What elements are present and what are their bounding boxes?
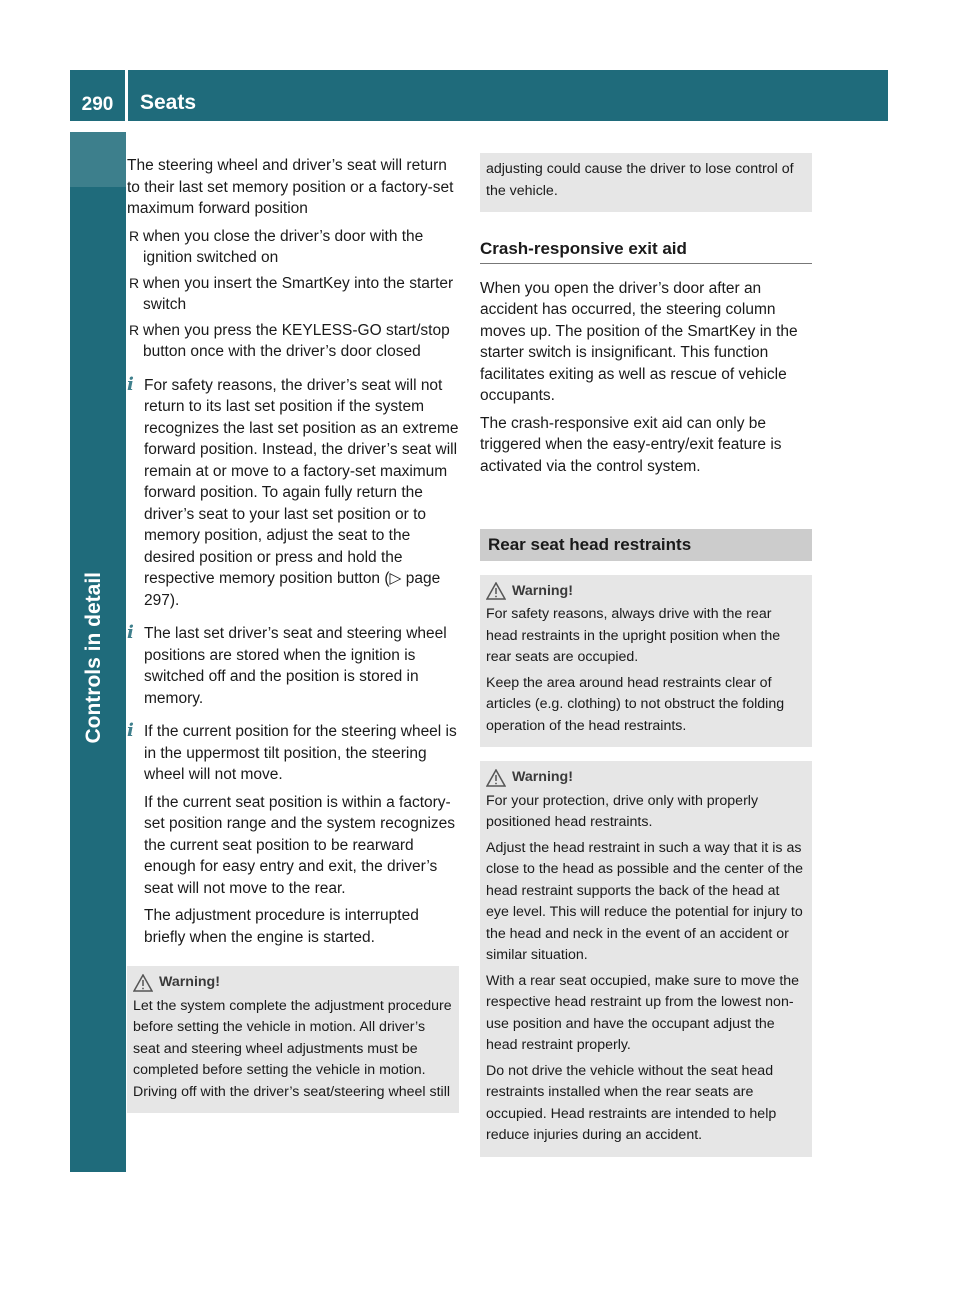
paragraph: When you open the driver’s door after an accident has occurred, the steering column moves up. The position of the SmartKey in the starter switch is insignificant. This function facilitates exiting as well as rescue of vehicle occupants.: [480, 279, 798, 404]
side-tab: [70, 132, 126, 1172]
info-note: i If the current position for the steering wheel is in the uppermost tilt position, the steering wheel will not move.: [127, 720, 457, 783]
side-tab-block: [70, 132, 126, 187]
info-icon: i: [127, 622, 134, 643]
info-note: i The last set driver’s seat and steering wheel positions are stored when the ignition is switched off and the position is stored in memory.: [127, 622, 447, 707]
warning-text: With a rear seat occupied, make sure to move the respective head restraint up from the lowest non-use position and have the occupant adjust the head restraint properly.: [486, 972, 800, 1053]
heading-crash-exit-aid: Crash-responsive exit aid: [480, 238, 812, 264]
section-title: Seats: [140, 91, 197, 114]
warning-triangle-icon: [133, 974, 153, 992]
page-header: [70, 70, 888, 121]
bullet-icon: R: [129, 227, 140, 244]
warning-box-continued: [480, 153, 812, 212]
list-item: R when you insert the SmartKey into the starter switch: [129, 274, 454, 313]
warning-triangle-icon: [486, 769, 506, 787]
warning-text: Adjust the head restraint in such a way that it is as close to the head as possible and the center of the head restraint supports the back of the head at eye level. This will reduce the potential for injury to the head and neck in the event of an accident or similar situation.: [486, 839, 804, 963]
bullet-icon: R: [129, 274, 140, 291]
warning-header: Warning!: [486, 581, 806, 603]
info-note: i For safety reasons, the driver’s seat will not return to its last set position if the system recognizes the last set position as an extreme forward position. Instead, the driver’s seat will remain at or move to a factory-set maximum forward position. To again fully return the driver’s seat to your last set position or to memory position, adjust the seat to the desired position or press and hold the respective memory position button (▷ page 297).: [127, 373, 459, 609]
heading-rear-head-restraints: Rear seat head restraints: [480, 529, 812, 561]
paragraph: The crash-responsive exit aid can only be triggered when the easy-entry/exit feature is activated via the control system.: [480, 414, 782, 475]
list-item: R when you press the KEYLESS-GO start/stop button once with the driver’s door closed: [129, 321, 450, 360]
side-tab-label: Controls in detail: [82, 572, 105, 744]
warning-text: Do not drive the vehicle without the seat head restraints installed when the rear seats are occupied. Head restraints are intended to help reduce injuries during an accident.: [486, 1062, 777, 1143]
warning-text: For safety reasons, always drive with the rear head restraints in the upright position when the rear seats are occupied.: [486, 606, 781, 665]
page-number: 290: [81, 94, 114, 115]
warning-text: For your protection, drive only with properly positioned head restraints.: [486, 792, 759, 830]
info-paragraph: The adjustment procedure is interrupted briefly when the engine is started.: [144, 907, 419, 946]
warning-box: [127, 966, 459, 1113]
info-icon: i: [127, 720, 134, 741]
intro-paragraph: The steering wheel and driver’s seat will return to their last set memory position or a factory-set maximum forward position: [127, 157, 454, 217]
warning-box: [480, 575, 812, 748]
right-column: [480, 153, 812, 1157]
left-column: [127, 155, 459, 1113]
warning-triangle-icon: [486, 582, 506, 600]
warning-header: Warning!: [486, 767, 806, 789]
info-paragraph: If the current seat position is within a factory-set position range and the system recognizes the current seat position to be rearward enough for easy entry and exit, the driver’s seat will not move to the rear.: [144, 793, 456, 897]
warning-text: Let the system complete the adjustment procedure before setting the vehicle in motion. All driver’s seat and steering wheel adjustments must be completed before setting the vehicle in motion. Driving off with the driver’s seat/steering wheel still: [133, 997, 452, 1100]
warning-text: Keep the area around head restraints clear of articles (e.g. clothing) to not obstruct the folding operation of the head restraints.: [486, 674, 785, 734]
list-item: R when you close the driver’s door with the ignition switched on: [129, 227, 424, 266]
bullet-icon: R: [129, 321, 140, 338]
header-divider: [125, 70, 128, 121]
info-icon: i: [127, 373, 134, 395]
warning-header: Warning!: [133, 972, 453, 994]
warning-text: adjusting could cause the driver to lose control of the vehicle.: [486, 161, 794, 199]
warning-box: [480, 761, 812, 1157]
